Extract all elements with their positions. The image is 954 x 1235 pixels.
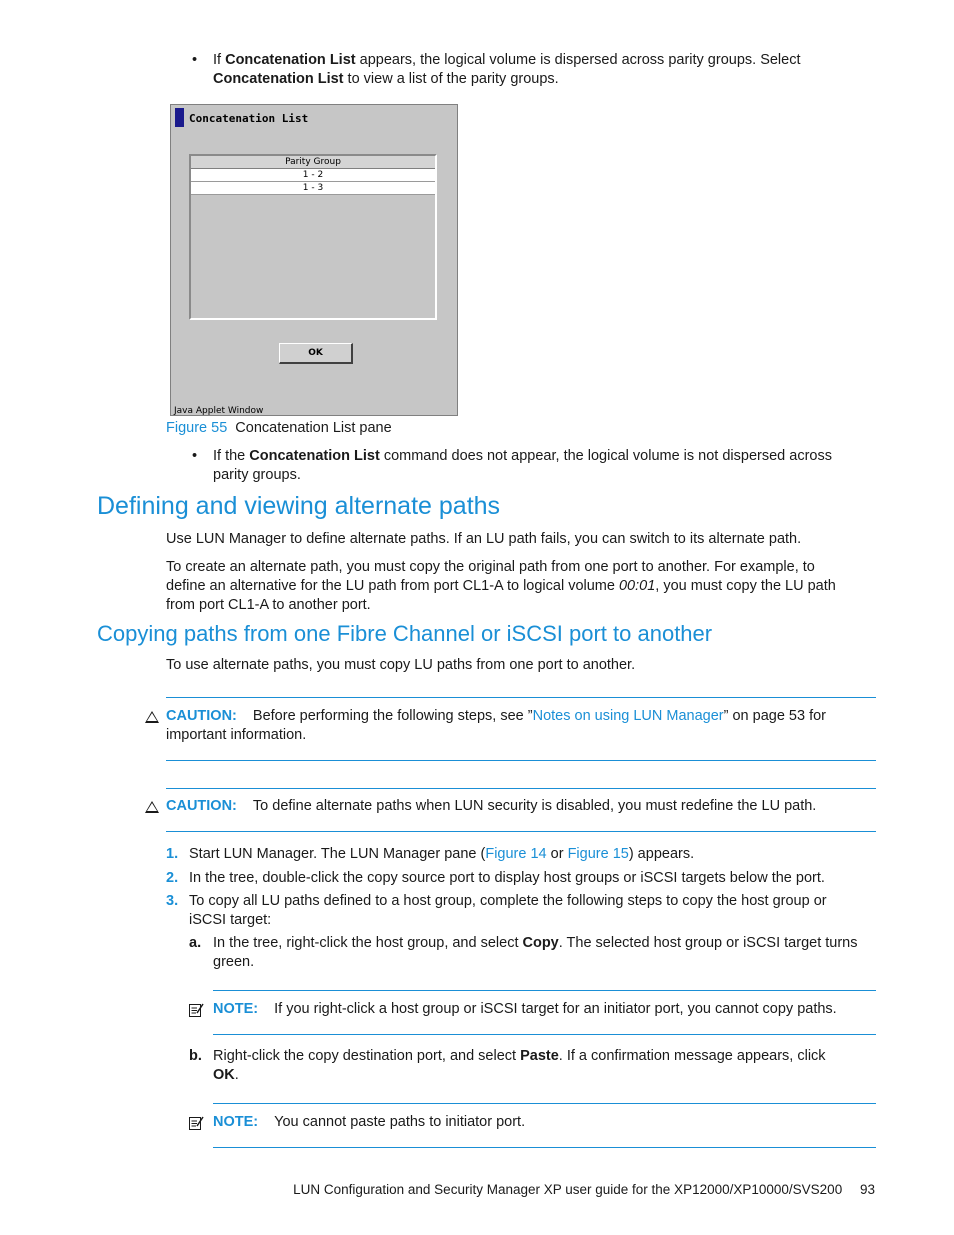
caution-1: CAUTION: Before performing the following steps, see ”Notes on using LUN Manager” on page 53 for [166, 708, 827, 724]
note-1: NOTE: If you right-click a host group or iSCSI target for an initiator port, you cannot copy paths. [213, 1001, 837, 1017]
step-3: To copy all LU paths defined to a host group, complete the following steps to copy the host group or iSCSI target: [189, 893, 827, 928]
caution-label: CAUTION: [166, 708, 237, 724]
substep-label: a. [189, 935, 202, 951]
section-heading: Defining and viewing alternate paths [97, 492, 501, 520]
page-footer [293, 1180, 875, 1199]
caution-rule-bottom [166, 760, 876, 761]
step-1: Start LUN Manager. The LUN Manager pane (Figure 14 or Figure 15) appears. [189, 846, 695, 862]
note-rule-top [213, 1103, 876, 1104]
subsection-heading: Copying paths from one Fibre Channel or iSCSI port to another [97, 621, 713, 646]
caution-icon [145, 711, 159, 723]
step-number: 1. [166, 846, 179, 862]
substep-label: b. [189, 1048, 202, 1064]
footer-title: LUN Configuration and Security Manager XP user guide for the XP12000/XP10000/SVS200 [293, 1182, 843, 1197]
caution-1-cont: important information. [166, 727, 307, 743]
window-title: Concatenation List [189, 112, 309, 125]
section-para-1: Use LUN Manager to define alternate paths. If an LU path fails, you can switch to its alternate path. [166, 531, 802, 547]
note-label: NOTE: [213, 1114, 259, 1130]
ok-button[interactable]: OK [279, 343, 353, 364]
figure-caption [166, 419, 392, 438]
bullet-text-2: If the Concatenation List command does not appear, the logical volume is not dispersed across [213, 448, 832, 464]
page-number: 93 [859, 1182, 875, 1197]
figure-15-link[interactable]: Figure 15 [567, 846, 629, 862]
figure-caption-text: Concatenation List pane [235, 420, 392, 436]
figure-14-link[interactable]: Figure 14 [485, 846, 547, 862]
note-icon [188, 1002, 204, 1018]
parity-group-list[interactable] [189, 154, 437, 320]
section-para-2: To create an alternate path, you must copy the original path from one port to another. For example, to define an alternative for the LU path from port CL1-A to logical volume 00:01, you must copy the LU path from port CL1-A to another port. [166, 559, 836, 613]
concatenation-list-window [170, 104, 458, 416]
note-icon [188, 1115, 204, 1131]
caution-rule-top [166, 788, 876, 789]
note-rule-bottom [213, 1034, 876, 1035]
subsection-para: To use alternate paths, you must copy LU paths from one port to another. [166, 657, 636, 673]
caution-rule-top [166, 697, 876, 698]
caution-icon [145, 801, 159, 813]
bullet-text-1: If Concatenation List appears, the logical volume is dispersed across parity groups. Select [213, 52, 801, 68]
list-row[interactable]: 1 - 2 [191, 169, 435, 182]
bullet-text-1-cont: Concatenation List to view a list of the parity groups. [213, 71, 559, 87]
column-header-parity-group[interactable]: Parity Group [191, 156, 435, 169]
caution-rule-bottom [166, 831, 876, 832]
note-2: NOTE: You cannot paste paths to initiator port. [213, 1114, 526, 1130]
applet-footer: Java Applet Window [174, 406, 264, 416]
note-label: NOTE: [213, 1001, 259, 1017]
substep-b: Right-click the copy destination port, and select Paste. If a confirmation message appears, click OK. [213, 1048, 826, 1083]
bullet-dot: • [192, 448, 198, 464]
note-rule-top [213, 990, 876, 991]
list-row[interactable]: 1 - 3 [191, 182, 435, 195]
step-number: 2. [166, 870, 179, 886]
substep-a: In the tree, right-click the host group, and select Copy. The selected host group or iSCSI target turns green. [213, 935, 858, 970]
note-rule-bottom [213, 1147, 876, 1148]
caution-label: CAUTION: [166, 798, 237, 814]
caution-2: CAUTION: To define alternate paths when LUN security is disabled, you must redefine the LU path. [166, 798, 817, 814]
figure-number: Figure 55 [166, 420, 228, 436]
step-2: In the tree, double-click the copy source port to display host groups or iSCSI targets below the port. [189, 870, 825, 886]
window-title-bar [175, 108, 184, 127]
step-number: 3. [166, 893, 179, 909]
notes-on-using-lun-manager-link[interactable]: Notes on using LUN Manager [532, 708, 724, 724]
bullet-dot: • [192, 52, 198, 68]
bullet-text-2-cont: parity groups. [213, 467, 301, 483]
